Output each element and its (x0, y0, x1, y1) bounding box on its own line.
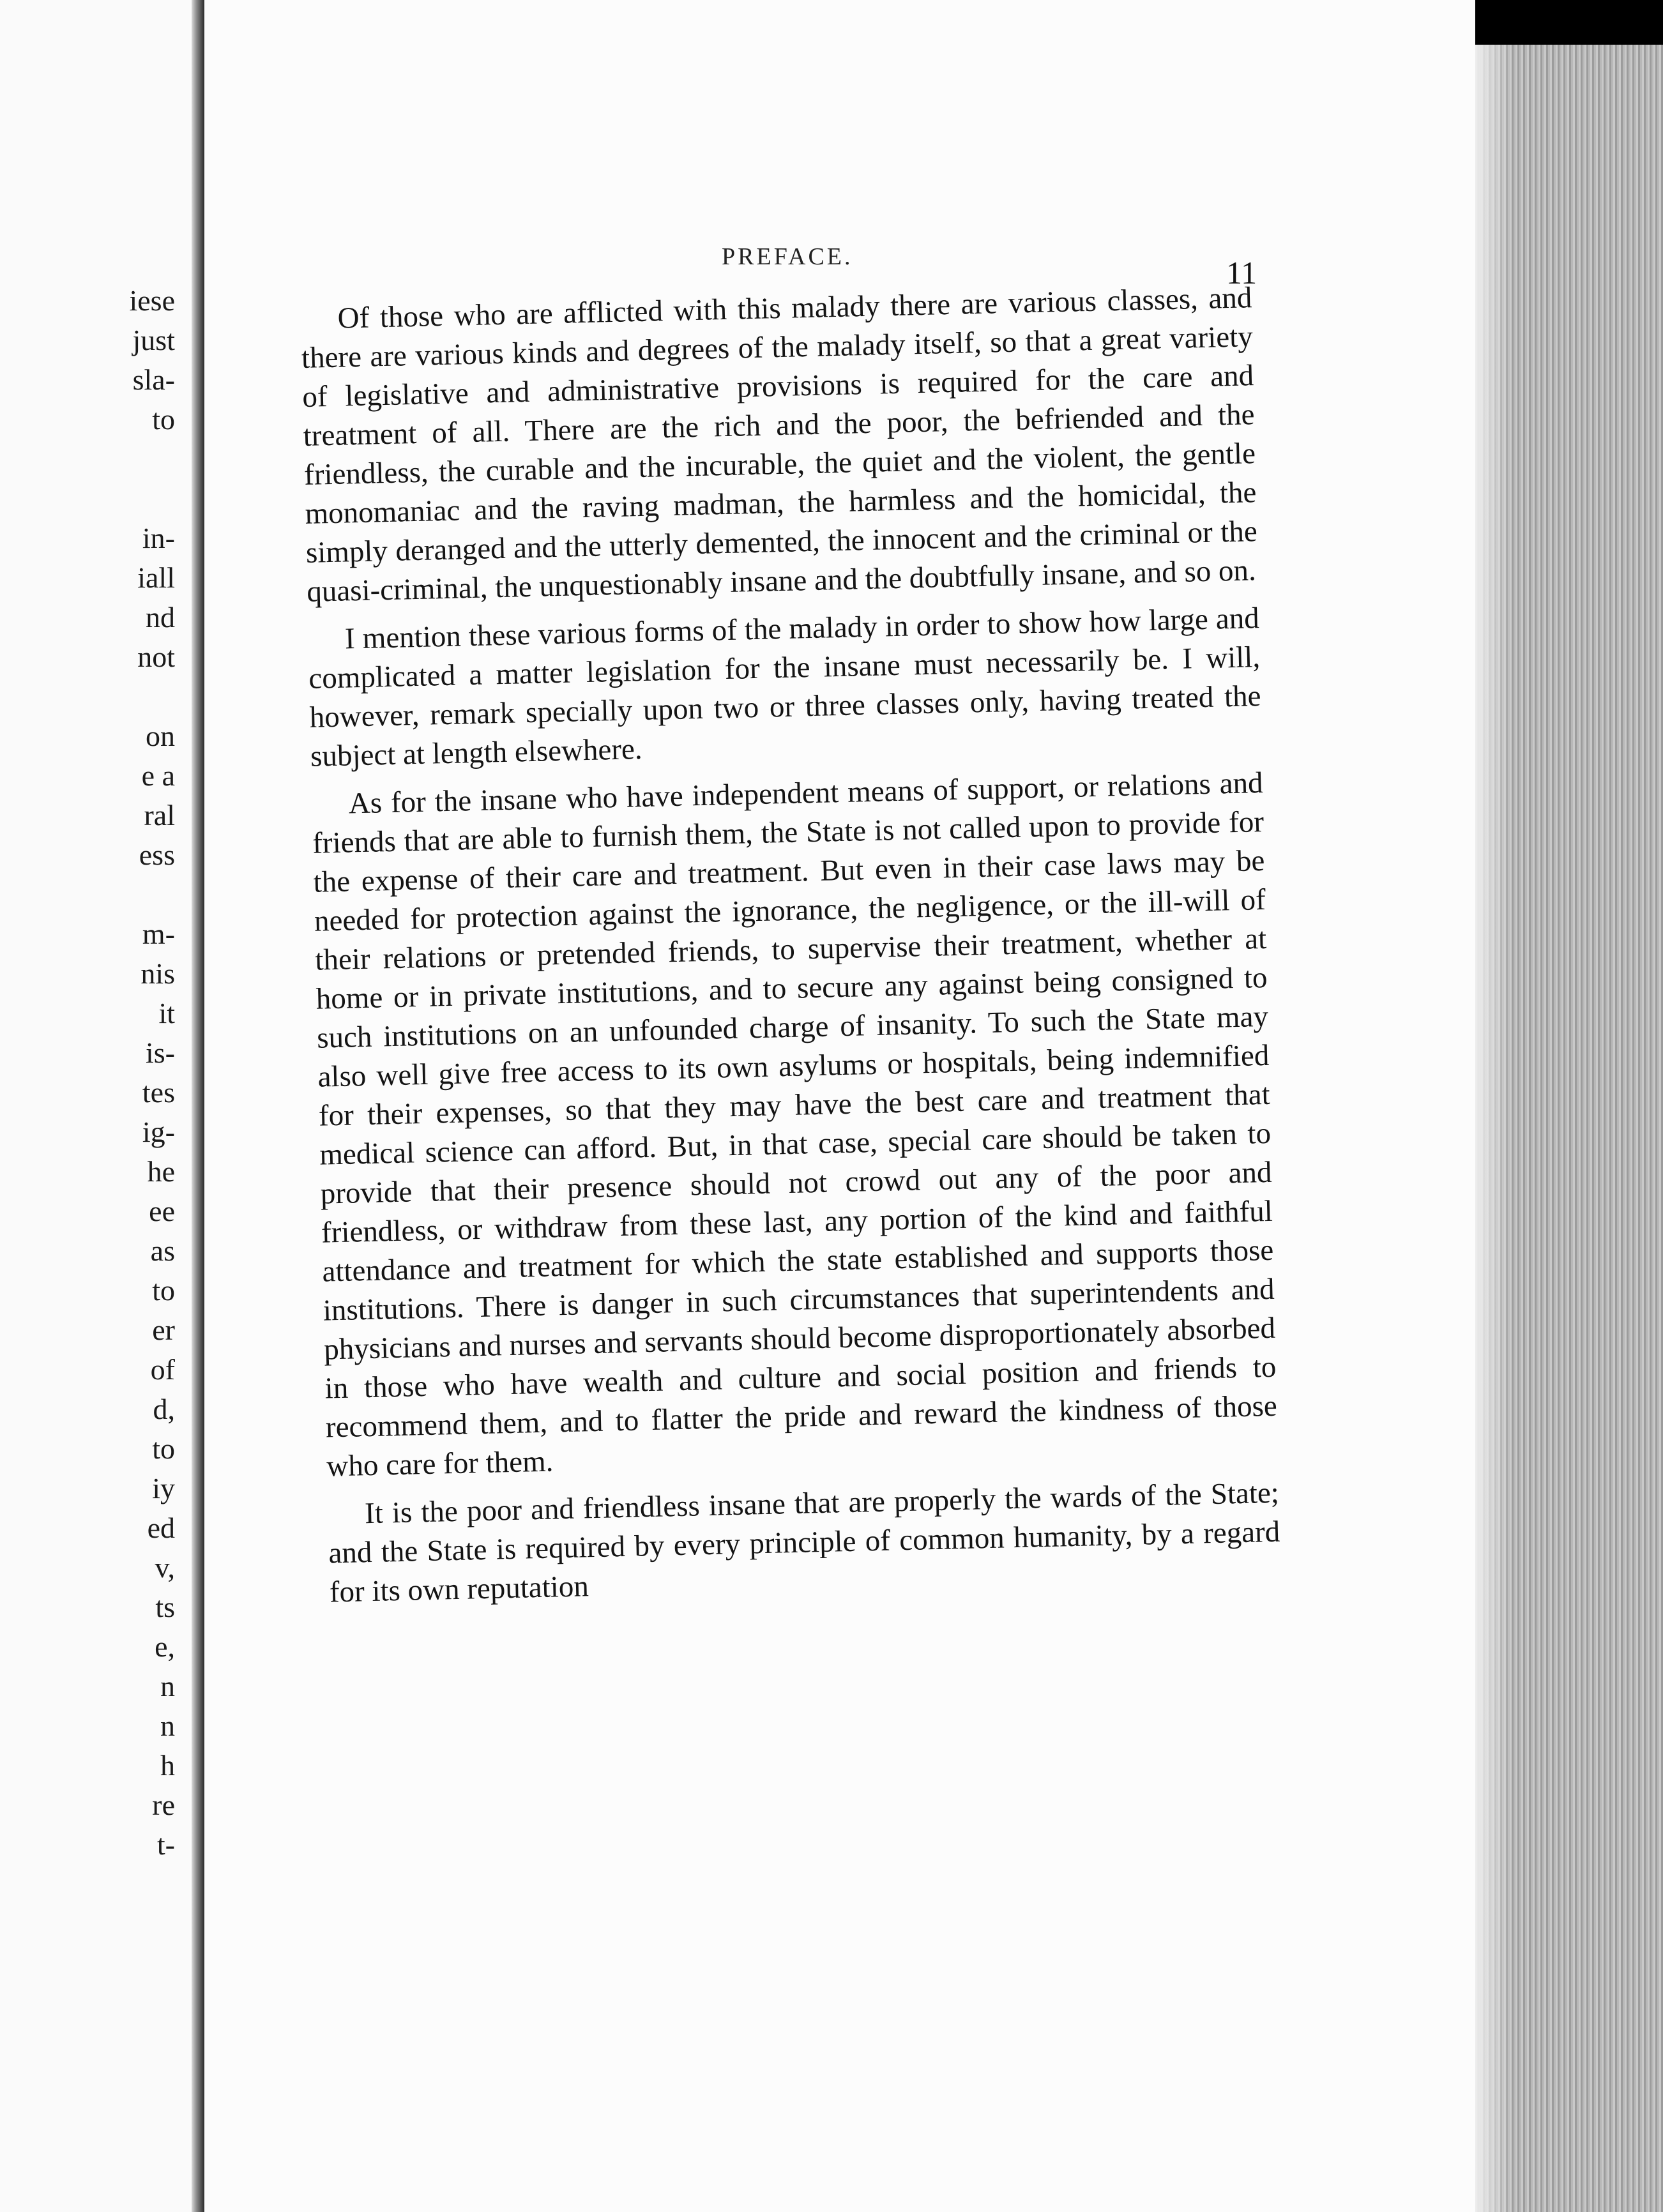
facing-page-fragment: nd (146, 601, 175, 633)
facing-page-fragment (47, 875, 175, 914)
facing-page-fragment: iall (137, 561, 175, 594)
facing-page-fragment: sla- (132, 363, 175, 396)
facing-page-fragment: to (152, 1274, 175, 1307)
facing-page-fragment: n (160, 1670, 175, 1702)
facing-page-fragment: of (150, 1353, 175, 1386)
facing-page-fragment: re (152, 1789, 175, 1821)
facing-page-fragment: as (150, 1234, 175, 1267)
facing-page-fragment: iy (152, 1472, 175, 1504)
facing-page-fragment: h (160, 1749, 175, 1782)
facing-page-fragment: e, (155, 1630, 175, 1663)
facing-page-fragment (47, 439, 175, 479)
facing-page-fragment: d, (153, 1393, 175, 1425)
facing-page-fragment: just (132, 324, 175, 356)
facing-page-text-fragments (47, 281, 175, 1865)
facing-page-fragment: ral (144, 799, 175, 831)
facing-page-fragment: it (158, 997, 175, 1029)
facing-page-fragment: to (152, 403, 175, 436)
facing-page-fragment: ig- (142, 1116, 175, 1148)
facing-page-fragment: n (160, 1709, 175, 1742)
facing-page-fragment: ess (139, 838, 175, 871)
page-fore-edge (1475, 45, 1663, 2212)
facing-page-fragment: he (147, 1155, 175, 1188)
facing-page-fragment: in- (142, 522, 175, 554)
paragraph: I mention these various forms of the malady in order to show how large and complicated a matter legislation for the insane must necessarily be. I will, however, remark specially upon two or three classes only, having treated the subject at length elsewhere. (308, 602, 1262, 773)
facing-page-fragment: on (146, 720, 175, 752)
book-gutter (192, 0, 204, 2212)
paragraph: It is the poor and friendless insane that are properly the wards of the State; and the State is required by every principle of common humanity, by a regard for its own reputation (328, 1476, 1280, 1609)
body-text (300, 278, 1282, 1621)
facing-page-fragment: m- (142, 918, 175, 950)
facing-page-fragment (47, 479, 175, 519)
facing-page-fragment: nis (140, 957, 175, 990)
facing-page (0, 0, 192, 2212)
facing-page-fragment: ts (155, 1591, 175, 1623)
facing-page-fragment: iese (129, 284, 175, 317)
facing-page-fragment: ee (149, 1195, 175, 1227)
facing-page-fragment (47, 677, 175, 716)
facing-page-fragment: to (152, 1432, 175, 1465)
paragraph: As for the insane who have independent means of support, or relations and friends that are able to furnish them, the State is not called upon to provide for the expense of their care and treatment. But even in their case laws may be needed for protection against the ignorance, the negligence, or the ill-will of their relations or pretended friends, to supervise their treatment, whether at home or in private institutions, and to secure any against being consigned to such institutions on an unfounded charge of insanity. To such the State may also well give free access to its own asylums or hospitals, being indemnified for their expenses, so that they may have the best care and treatment that medical science can afford. But, in that case, special care should be taken to provide that their presence should not crowd out any of the poor and friendless, or withdraw from these last, any portion of the kind and faithful attendance and treatment for which the state established and supports those institutions. There is danger in such circumstances that superintendents and physicians and nurses and servants should become disproportionately absorbed in those who have wealth and culture and social position and friends to recommend them, and to flatter the pride and reward the kindness of those who care for them. (312, 766, 1278, 1483)
facing-page-fragment: e a (141, 759, 175, 792)
facing-page-fragment: er (152, 1314, 175, 1346)
facing-page-fragment: v, (155, 1551, 175, 1584)
facing-page-fragment: t- (156, 1828, 175, 1861)
page-number: 11 (1226, 255, 1257, 291)
facing-page-fragment: tes (142, 1076, 175, 1109)
facing-page-fragment: not (137, 640, 175, 673)
facing-page-fragment: is- (146, 1036, 175, 1069)
running-head: PREFACE. (722, 243, 853, 270)
paragraph: Of those who are afflicted with this malady there are various classes, and there are various kinds and degrees of the malady itself, so that a great variety of legislative and administrative provisions is required for the care and treatment of all. There are the rich and the poor, the befriended and the friendless, the curable and the incurable, the quiet and the violent, the gentle monomaniac and the raving madman, the harmless and the homicidal, the simply deranged and the utterly demented, the innocent and the criminal or the quasi-criminal, the unquestionably insane and the doubtfully insane, and so on. (301, 281, 1258, 609)
facing-page-fragment: ed (147, 1511, 175, 1544)
